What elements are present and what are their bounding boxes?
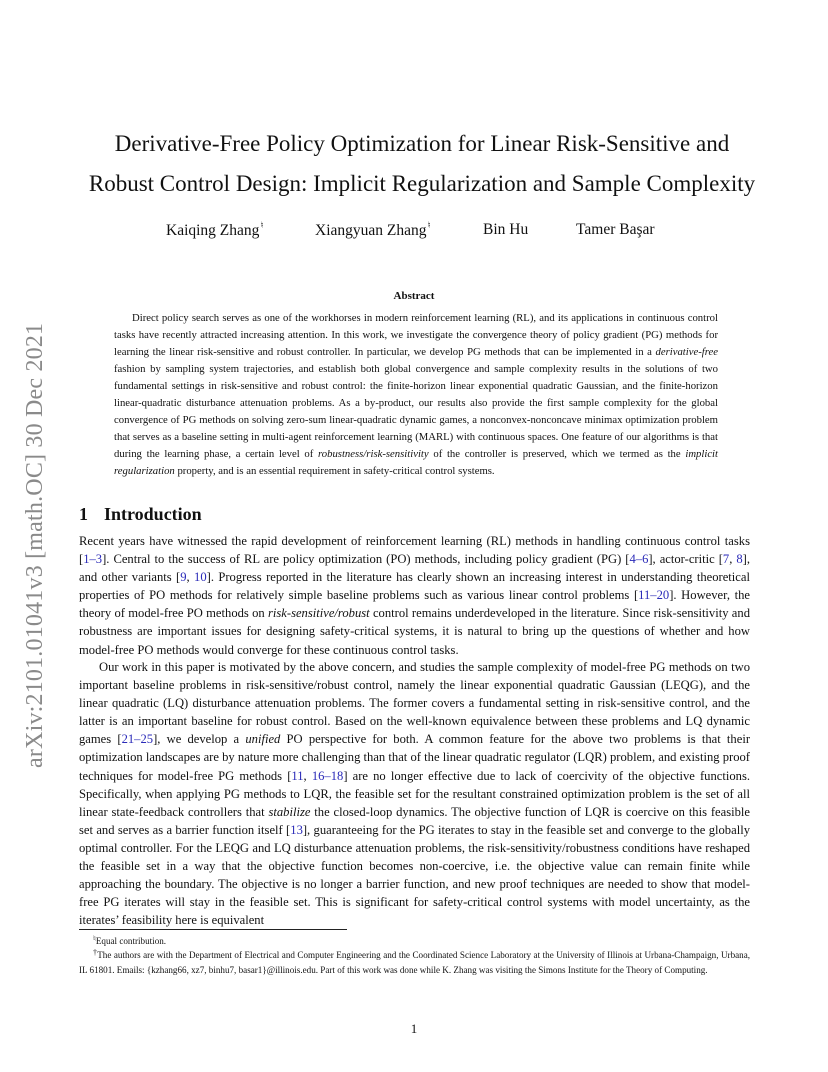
page-number: 1 [410,1021,418,1036]
section-title: Introduction [104,504,202,524]
author-4: Tamer Başar [576,221,655,238]
intro-paragraph-1: Recent years have witnessed the rapid development of reinforcement learning (RL) methods in handling continuous control tasks [1–3]. Central to the success of RL are policy optimization (PO) methods, including policy gradient (PG) [4–6], actor-critic [7, 8], and other variants [9, 10]. Progress reported in the literature has clearly shown an increasing interest in understanding theoretical properties of PO methods for relatively simple baseline problems such as various linear control problems [11–20]. However, the theory of model-free PO methods on risk-sensitive/robust control remains underdeveloped in the literature. Since risk-sensitivity and robustness are important issues for designing safety-critical systems, it is natural to bring up the questions of whether and how model-free PO methods would converge for these continuous control tasks. [79,534,751,657]
citation-link[interactable]: 11 [291,768,304,783]
citation-link[interactable]: 8 [736,552,743,567]
abstract-text: Direct policy search serves as one of the workhorses in modern reinforcement learning (RL), and its applications in continuous control tasks have recently attracted increasing attention. In this work, we investigate the convergence theory of policy gradient (PG) methods for learning the linear risk-sensitive and robust controller. In particular, we develop PG methods that can be implemented in a derivative-free fashion by sampling system trajectories, and establish both global convergence and sample complexity results in the solutions of two fundamental settings in risk-sensitive and robust control: the finite-horizon linear exponential quadratic Gaussian, and the finite-horizon linear-quadratic disturbance attenuation problems. As a by-product, our results also provide the first sample complexity for the global convergence of PG methods on solving zero-sum linear-quadratic dynamic games, a nonconvex-nonconcave minimax optimization problem that serves as a baseline setting in multi-agent reinforcement learning (MARL) with continuous spaces. One feature of our algorithms is that during the learning phase, a certain level of robustness/risk-sensitivity of the controller is preserved, which we termed as the implicit regularization property, and is an essential requirement in safety-critical control systems. [114,312,718,477]
intro-paragraph-2: Our work in this paper is motivated by the above concern, and studies the sample complexity of model-free PG methods on two important baseline problems in risk-sensitive/robust control, namely the linear exponential quadratic Gaussian (LEQG), and the linear quadratic (LQ) disturbance attenuation problems. The former covers a fundamental setting in risk-sensitive control, and the latter is an important baseline for robust control. Based on the well-known equivalence between these problems and LQ dynamic games [21–25], we develop a unified PO perspective for both. A common feature for the above two problems is that their optimization landscapes are by nature more challenging than that of the linear quadratic regulator (LQR) problem, and existing proof techniques for model-free PG methods [11, 16–18] are no longer effective due to lack of coercivity of the objective functions. Specifically, when applying PG methods to LQR, the feasible set for the resultant constrained optimization problem is the set of all linear state-feedback controllers that stabilize the closed-loop dynamics. The objective function of LQR is coercive on this feasible set and serves as a barrier function itself [13], guaranteeing for the PG iterates to stay in the feasible set and converge to the globally optimal controller. For the LEQG and LQ disturbance attenuation problems, the risk-sensitivity/robustness conditions have reshaped the feasible set in a way that the objective function becomes non-coercive, i.e. the objective value can remain finite while approaching the boundary. The objective is no longer a barrier function, and new proof techniques are needed to show that model-free PG iterates will stay in the feasible set. This is significant for safety-critical control systems with model uncertainty, as the iterates’ feasibility here is equivalent [79,660,751,928]
section-number: 1 [79,504,88,524]
citation-link[interactable]: 21–25 [121,732,154,747]
citation-link[interactable]: 10 [194,570,207,585]
citation-link[interactable]: 11–20 [638,588,670,603]
citation-link[interactable]: 13 [290,822,303,837]
footnote-affiliation: †The authors are with the Department of Electrical and Computer Engineering and the Coordinated Science Laboratory at the University of Illinois at Urbana-Champaign, Urbana, IL 61801. Emails: {kzhang66, xz7, binhu7, basar1}@illinois.edu. Part of this work was done while K. Zhang was visiting the Simons Institute for the Theory of Computing. [79,948,751,976]
citation-link[interactable]: 16–18 [311,768,344,783]
citation-link[interactable]: 4–6 [629,552,649,567]
footnote-equal-contribution: ♮Equal contribution. [93,934,167,946]
title-line-2: Robust Control Design: Implicit Regularization and Sample Complexity [88,171,756,196]
footnote-rule [79,929,347,930]
section-heading-introduction [79,504,202,525]
title-line-1: Derivative-Free Policy Optimization for Linear Risk-Sensitive and [114,131,730,156]
author-2: Xiangyuan Zhang♮ [315,220,431,240]
author-3: Bin Hu [483,221,529,238]
abstract-heading: Abstract [393,290,435,302]
paper-title [60,124,784,204]
arxiv-stamp[interactable]: arXiv:2101.01041v3 [math.OC] 30 Dec 2021 [22,322,48,768]
citation-link[interactable]: 9 [180,570,187,585]
author-list [0,221,828,245]
equal-contribution-mark: ♮ [427,220,431,230]
equal-contribution-mark: ♮ [260,220,264,230]
author-1: Kaiqing Zhang♮ [166,220,264,240]
citation-link[interactable]: 7 [722,552,730,567]
citation-link[interactable]: 1–3 [83,552,103,567]
